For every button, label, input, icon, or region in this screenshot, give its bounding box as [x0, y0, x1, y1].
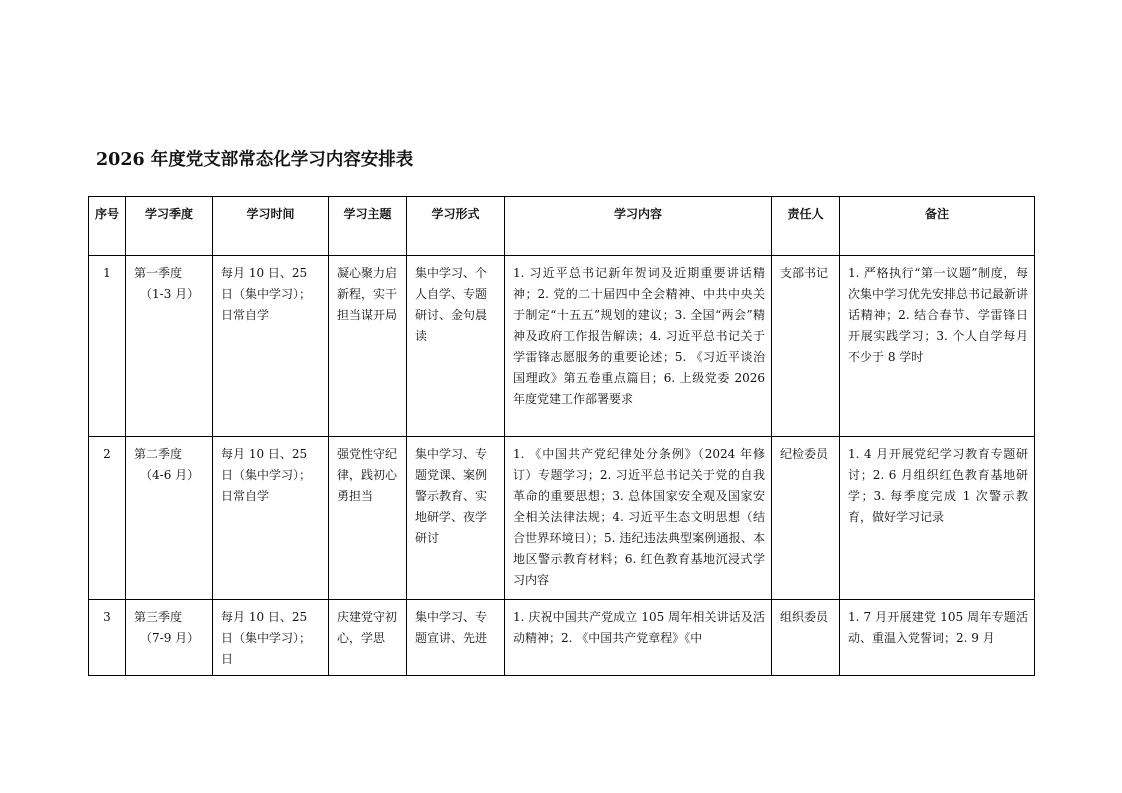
row-owner: 组织委员 [780, 610, 829, 624]
table-cell [407, 256, 505, 437]
table-cell [329, 437, 407, 600]
row-quarter [126, 437, 212, 491]
row-notes: 1. 7 月开展建党 105 周年专题活动、重温入党誓词；2. 9 月 [848, 610, 1028, 645]
row-form: 集中学习、专题党课、案例警示教育、实地研学、夜学研讨 [415, 447, 488, 545]
row-theme: 庆建党守初心，学思 [337, 610, 398, 645]
header-cell [126, 197, 213, 256]
header-quarter: 学习季度 [144, 207, 193, 221]
row-owner: 纪检委员 [780, 447, 829, 461]
table-row [89, 256, 1035, 437]
page-title: 2026 年度党支部常态化学习内容安排表 [96, 150, 414, 170]
table-cell [840, 437, 1035, 600]
quarter-range: （4-6 月） [140, 468, 200, 482]
table-cell [213, 437, 329, 600]
header-form: 学习形式 [431, 207, 480, 221]
table-cell [89, 437, 126, 600]
schedule-table-container [88, 196, 1034, 666]
table-header-row [89, 197, 1035, 256]
header-time: 学习时间 [246, 207, 295, 221]
table-cell [126, 437, 213, 600]
schedule-table [88, 196, 1035, 676]
row-owner: 支部书记 [780, 266, 829, 280]
header-cell [407, 197, 505, 256]
quarter-name: 第三季度 [134, 610, 183, 624]
table-cell [840, 256, 1035, 437]
header-seq: 序号 [94, 207, 119, 221]
table-cell [772, 437, 840, 600]
quarter-range: （1-3 月） [140, 287, 200, 301]
table-cell [126, 256, 213, 437]
header-cell [840, 197, 1035, 256]
row-time: 每月 10 日、25 日（集中学习）；日常自学 [221, 447, 312, 503]
row-notes: 1. 严格执行“第一议题”制度，每次集中学习优先安排总书记最新讲话精神；2. 结合春节、学雷锋日开展实践学习；3. 个人自学每月不少于 8 学时 [848, 266, 1029, 364]
quarter-name: 第一季度 [134, 266, 183, 280]
header-owner: 责任人 [787, 207, 824, 221]
table-cell [772, 256, 840, 437]
row-seq: 1 [103, 266, 111, 280]
row-form: 集中学习、个人自学、专题研讨、金句晨读 [415, 266, 488, 343]
header-cell [772, 197, 840, 256]
row-time: 每月 10 日、25 日（集中学习）；日常自学 [221, 266, 312, 322]
table-cell [407, 437, 505, 600]
row-time: 每月 10 日、25 日（集中学习）；日 [221, 610, 312, 666]
table-cell [772, 600, 840, 676]
header-notes: 备注 [924, 207, 949, 221]
header-content: 学习内容 [613, 207, 662, 221]
table-cell [505, 437, 772, 600]
header-theme: 学习主题 [343, 207, 392, 221]
table-row [89, 437, 1035, 600]
table-cell [505, 256, 772, 437]
header-cell [329, 197, 407, 256]
row-quarter [126, 256, 212, 310]
row-content: 1. 庆祝中国共产党成立 105 周年相关讲话及活动精神；2. 《中国共产党章程》《中 [513, 610, 765, 645]
table-cell [213, 256, 329, 437]
row-seq: 2 [103, 447, 111, 461]
quarter-name: 第二季度 [134, 447, 183, 461]
row-form: 集中学习、专题宣讲、先进 [415, 610, 488, 645]
table-cell [329, 256, 407, 437]
quarter-range: （7-9 月） [140, 631, 200, 645]
table-cell [505, 600, 772, 676]
header-cell [213, 197, 329, 256]
row-theme: 凝心聚力启新程，实干担当谋开局 [337, 266, 398, 322]
table-row [89, 600, 1035, 676]
row-quarter [126, 600, 212, 654]
row-theme: 强党性守纪律，践初心勇担当 [337, 447, 398, 503]
table-cell [89, 256, 126, 437]
table-cell [407, 600, 505, 676]
row-notes: 1. 4 月开展党纪学习教育专题研讨；2. 6 月组织红色教育基地研学；3. 每季度完成 1 次警示教育，做好学习记录 [848, 447, 1028, 524]
table-cell [213, 600, 329, 676]
row-seq: 3 [103, 610, 111, 624]
row-content: 1. 习近平总书记新年贺词及近期重要讲话精神；2. 党的二十届四中全会精神、中共中央关于制定“十五五”规划的建议；3. 全国“两会”精神及政府工作报告解读；4. 习近平总书记关于学雷锋志愿服务的重要论述；5. 《习近平谈治国理政》第五卷重点篇目；6. 上级党委 2026 年度党建工作部署要求 [513, 266, 765, 406]
header-cell [89, 197, 126, 256]
table-cell [126, 600, 213, 676]
header-cell [505, 197, 772, 256]
table-cell [840, 600, 1035, 676]
table-cell [329, 600, 407, 676]
row-content: 1. 《中国共产党纪律处分条例》（2024 年修订）专题学习；2. 习近平总书记关于党的自我革命的重要思想；3. 总体国家安全观及国家安全相关法律法规；4. 习近平生态文明思想（结合世界环境日）；5. 违纪违法典型案例通报、本地区警示教育材料；6. 红色教育基地沉浸式学习内容 [513, 447, 765, 587]
table-cell [89, 600, 126, 676]
